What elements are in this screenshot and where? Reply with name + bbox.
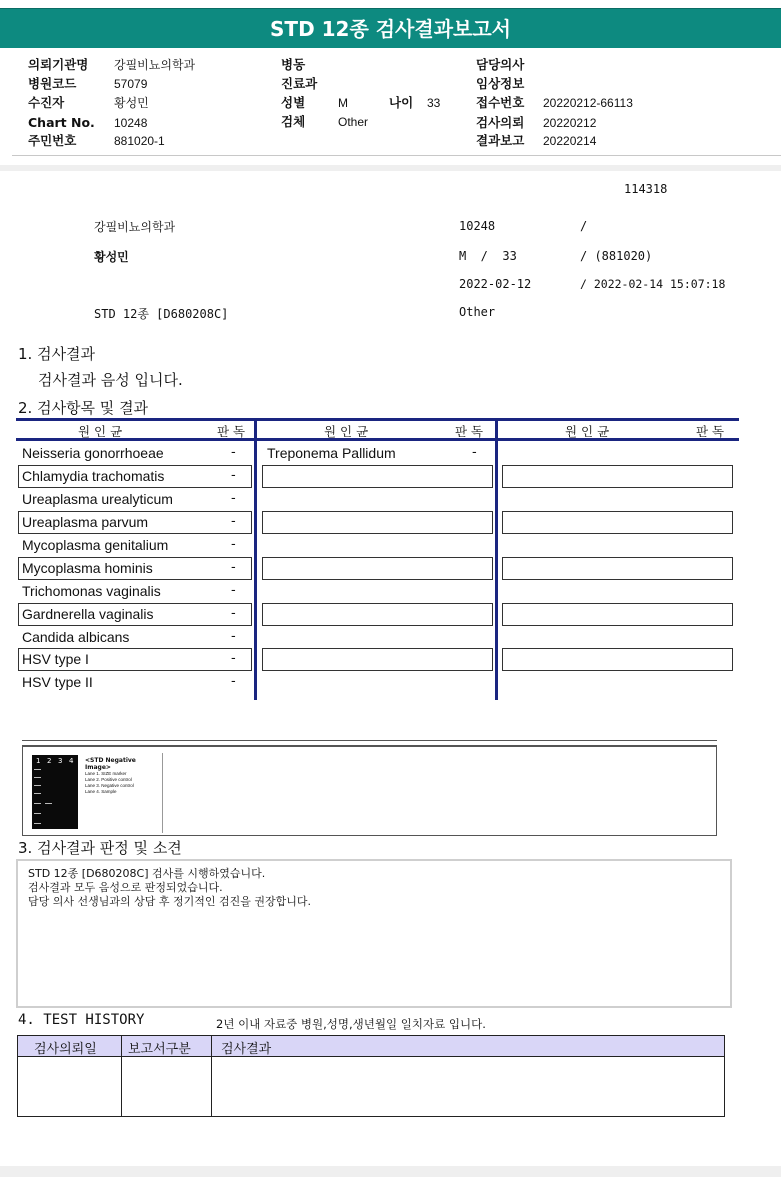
section-1-title: 1. 검사결과 xyxy=(18,345,96,363)
organism-result: - xyxy=(231,468,236,483)
organism-result: - xyxy=(231,651,236,666)
image-top-rule xyxy=(22,740,717,741)
gel-caption: <STD Negative Image> xyxy=(85,757,136,771)
table-divider-1 xyxy=(254,418,257,700)
section-3-title: 3. 검사결과 판정 및 소견 xyxy=(18,839,182,857)
col2-header-organism: 원 인 균 xyxy=(324,424,369,439)
history-header-request-date: 검사의뢰일 xyxy=(34,1042,97,1057)
section-1-text: 검사결과 음성 입니다. xyxy=(38,371,183,389)
header-label-request-date: 검사의뢰 xyxy=(476,115,525,130)
table-header-rule xyxy=(16,438,739,441)
info-clinic: 강필비뇨의학과 xyxy=(94,220,176,234)
info-slash: / xyxy=(580,219,588,233)
row-box xyxy=(262,648,493,671)
gel-photo xyxy=(32,755,78,829)
opinion-box xyxy=(16,859,732,1008)
opinion-line: 담당 의사 선생님과의 상담 후 정기적인 검진을 권장합니다. xyxy=(28,895,311,908)
gel-legend-line: Lane 4. Sample xyxy=(85,789,117,794)
organism-name: Gardnerella vaginalis xyxy=(22,606,154,622)
gel-band xyxy=(34,769,41,770)
organism-name: Ureaplasma parvum xyxy=(22,514,149,530)
organism-name: HSV type II xyxy=(22,674,93,690)
organism-name: Candida albicans xyxy=(22,629,130,645)
lane-number: 4 xyxy=(69,757,74,765)
table-top-rule xyxy=(16,418,739,421)
header-value-receipt-no: 20220212-66113 xyxy=(543,96,633,110)
header-label-doctor: 담당의사 xyxy=(476,57,525,72)
opinion-line: STD 12종 [D680208C] 검사를 시행하였습니다. xyxy=(28,867,266,880)
organism-result: - xyxy=(231,445,236,460)
header-label-resident-no: 주민번호 xyxy=(28,133,77,148)
history-table xyxy=(17,1035,725,1117)
col3-header-organism: 원 인 균 xyxy=(565,424,610,439)
row-box xyxy=(502,511,733,534)
organism-result: - xyxy=(231,514,236,529)
row-box xyxy=(262,465,493,488)
header-value-request-date: 20220212 xyxy=(543,116,597,130)
info-request-date: 2022-02-12 xyxy=(459,277,532,291)
organism-name: Chlamydia trachomatis xyxy=(22,468,165,484)
info-patient: 황성민 xyxy=(94,250,129,264)
header-value-clinic: 강필비뇨의학과 xyxy=(114,58,196,72)
header-value-report-date: 20220214 xyxy=(543,134,597,148)
info-report-datetime: / 2022-02-14 15:07:18 xyxy=(580,277,726,291)
organism-name: Trichomonas vaginalis xyxy=(22,583,161,599)
organism-result: - xyxy=(231,606,236,621)
header-label-clinic: 의뢰기관명 xyxy=(28,57,89,72)
gel-image xyxy=(30,753,163,833)
section-2-title: 2. 검사항목 및 결과 xyxy=(18,399,149,417)
header-value-patient: 황성민 xyxy=(114,96,149,110)
info-test-name: STD 12종 [D680208C] xyxy=(94,307,229,321)
header-label-age: 나이 xyxy=(389,95,414,110)
col3-header-result: 판 독 xyxy=(696,424,725,439)
header-value-chart: 10248 xyxy=(114,116,148,130)
organism-result: - xyxy=(231,560,236,575)
header-label-report-date: 결과보고 xyxy=(476,133,525,148)
header-label-specimen: 검체 xyxy=(281,114,306,129)
gel-band xyxy=(45,803,52,804)
report-number: 114318 xyxy=(624,182,668,196)
opinion-line: 검사결과 모두 음성으로 판정되었습니다. xyxy=(28,881,223,894)
lane-number: 2 xyxy=(47,757,52,765)
gel-band xyxy=(34,777,41,778)
header-value-sex: M xyxy=(338,96,348,110)
gel-legend-line: Lane 3. Negative control xyxy=(85,783,134,788)
report-title: STD 12종 검사결과보고서 xyxy=(0,8,781,48)
header-value-specimen: Other xyxy=(338,115,369,129)
organism-result: - xyxy=(231,629,236,644)
header-label-sex: 성별 xyxy=(281,95,306,110)
organism-result: - xyxy=(231,583,236,598)
header-label-hospital-code: 병원코드 xyxy=(28,76,77,91)
history-header-row xyxy=(18,1036,724,1057)
header-label-ward: 병동 xyxy=(281,57,306,72)
row-box xyxy=(502,603,733,626)
header-label-department: 진료과 xyxy=(281,76,318,91)
result-table xyxy=(16,418,739,700)
history-note: 2년 이내 자료중 병원,성명,생년월일 일치자료 입니다. xyxy=(216,1017,486,1031)
header-band xyxy=(0,165,781,171)
history-header-result: 검사결과 xyxy=(221,1042,272,1057)
header-label-patient: 수진자 xyxy=(28,95,65,110)
organism-result: - xyxy=(472,445,477,460)
header-label-receipt-no: 접수번호 xyxy=(476,95,525,110)
gel-band xyxy=(34,813,41,814)
table-divider-2 xyxy=(495,418,498,700)
footer-band xyxy=(0,1166,781,1177)
gel-band xyxy=(34,803,41,804)
organism-name: HSV type I xyxy=(22,651,89,667)
col1-header-result: 판 독 xyxy=(217,424,246,439)
header-value-hospital-code: 57079 xyxy=(114,77,148,91)
organism-result: - xyxy=(231,491,236,506)
col1-header-organism: 원 인 균 xyxy=(78,424,123,439)
header-divider xyxy=(12,155,781,156)
lane-number: 1 xyxy=(36,757,41,765)
organism-name: Ureaplasma urealyticum xyxy=(22,491,173,507)
organism-result: - xyxy=(231,537,236,552)
header-label-clinical-info: 임상정보 xyxy=(476,76,525,91)
gel-band xyxy=(34,823,41,824)
row-box xyxy=(502,557,733,580)
history-col-divider xyxy=(121,1036,122,1116)
row-box xyxy=(502,648,733,671)
row-box xyxy=(262,557,493,580)
lane-number: 3 xyxy=(58,757,63,765)
organism-name: Neisseria gonorrhoeae xyxy=(22,445,164,461)
header-value-age: 33 xyxy=(427,96,441,110)
organism-result: - xyxy=(231,674,236,689)
gel-band xyxy=(34,785,41,786)
row-box xyxy=(262,603,493,626)
header-label-chart: Chart No. xyxy=(28,115,95,130)
info-sex-age: M / 33 xyxy=(459,249,517,263)
col2-header-result: 판 독 xyxy=(455,424,484,439)
gel-band xyxy=(34,793,41,794)
section-4-title: 4. TEST HISTORY xyxy=(18,1012,145,1028)
organism-name: Treponema Pallidum xyxy=(267,445,396,461)
row-box xyxy=(262,511,493,534)
info-birth: / (881020) xyxy=(580,249,653,263)
history-header-report-type: 보고서구분 xyxy=(128,1042,191,1057)
history-col-divider xyxy=(211,1036,212,1116)
organism-name: Mycoplasma genitalium xyxy=(22,537,169,553)
gel-legend-line: Lane 1. SIZE marker xyxy=(85,771,127,776)
organism-name: Mycoplasma hominis xyxy=(22,560,153,576)
gel-legend-line: Lane 2. Positive control xyxy=(85,777,132,782)
row-box xyxy=(502,465,733,488)
info-specimen: Other xyxy=(459,305,496,319)
header-value-resident-no: 881020-1 xyxy=(114,134,165,148)
info-chart: 10248 xyxy=(459,219,496,233)
